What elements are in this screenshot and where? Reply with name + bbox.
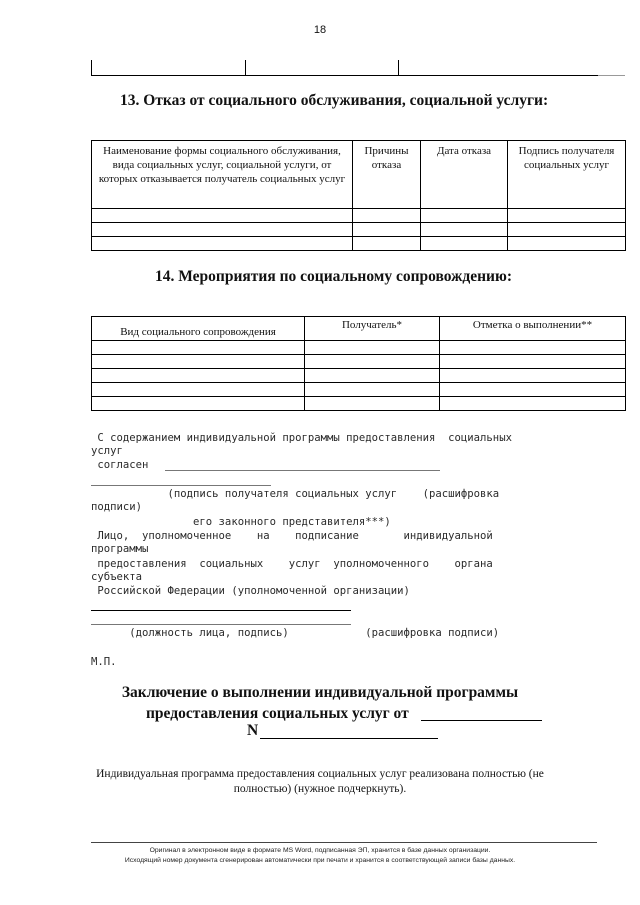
signature-line	[91, 624, 351, 625]
footer-divider	[91, 842, 597, 843]
consent-line-2: услуг	[91, 445, 123, 457]
refusal-table-header	[92, 141, 626, 209]
consent-line-1: С содержанием индивидуальной программы предоставления социальных	[91, 432, 512, 444]
signature-line	[91, 485, 271, 486]
signature-line	[165, 470, 440, 471]
conclusion-title-date: предоставления социальных услуг от	[146, 705, 409, 722]
number-label: N	[247, 722, 259, 739]
section-13-title: 13. Отказ от социального обслуживания, социальной услуги:	[120, 92, 549, 109]
column-header-service: Наименование формы социального обслуживания, вида социальных услуг, социальной услуги, от которых отказывается получатель социальных услуг	[92, 141, 353, 209]
consent-line-3: согласен	[91, 459, 149, 471]
authorized-line-3: предоставления социальных услуг уполномоченного органа	[91, 558, 493, 570]
table-row	[92, 397, 626, 411]
table-row	[92, 369, 626, 383]
authorized-line-1: Лицо, уполномоченное на подписание индивидуальной	[91, 530, 493, 542]
table-row	[92, 341, 626, 355]
stamp-label: М.П.	[91, 656, 117, 668]
authorized-line-5: Российской Федерации (уполномоченной организации)	[91, 585, 410, 597]
table-row	[92, 237, 626, 251]
column-header-date: Дата отказа	[421, 141, 508, 209]
column-header-recipient: Получатель*	[305, 317, 440, 341]
column-header-signature: Подпись получателя социальных услуг	[508, 141, 626, 209]
authorized-line-4: субъекта	[91, 571, 143, 583]
date-blank-line	[421, 720, 542, 721]
signature-caption: (должность лица, подпись) (расшифровка подписи)	[91, 627, 500, 639]
consent-line-6: его законного представителя***)	[91, 516, 391, 528]
conclusion-title: Заключение о выполнении индивидуальной программы	[121, 684, 519, 701]
column-header-support-type: Вид социального сопровождения	[92, 317, 305, 341]
section-14-title: 14. Мероприятия по социальному сопровождению:	[155, 268, 512, 285]
column-header-reason: Причины отказа	[353, 141, 421, 209]
consent-line-4: (подпись получателя социальных услуг (расшифровка	[91, 488, 500, 500]
signature-line	[91, 610, 351, 611]
support-table	[91, 316, 626, 411]
number-blank-line	[260, 738, 438, 739]
page-number: 18	[313, 24, 327, 36]
column-header-completion-mark: Отметка о выполнении**	[440, 317, 626, 341]
refusal-table	[91, 140, 626, 251]
support-table-header	[92, 317, 626, 341]
authorized-line-2: программы	[91, 543, 149, 555]
conclusion-text-line-2: полностью) (нужное подчеркнуть).	[233, 783, 407, 795]
table-row	[92, 223, 626, 237]
conclusion-text-line-1: Индивидуальная программа предоставления социальных услуг реализована полностью (не	[96, 768, 544, 780]
footer-line-2: Исходящий номер документа сгенерирован автоматически при печати и хранится в соответствующей записи базы данных.	[124, 857, 516, 864]
footer-line-1: Оригинал в электронном виде в формате MS Word, подписанная ЭП, хранится в базе данных организации.	[149, 847, 491, 854]
consent-line-5: подписи)	[91, 501, 143, 513]
table-row	[92, 383, 626, 397]
table-row	[92, 209, 626, 223]
table-row	[92, 355, 626, 369]
